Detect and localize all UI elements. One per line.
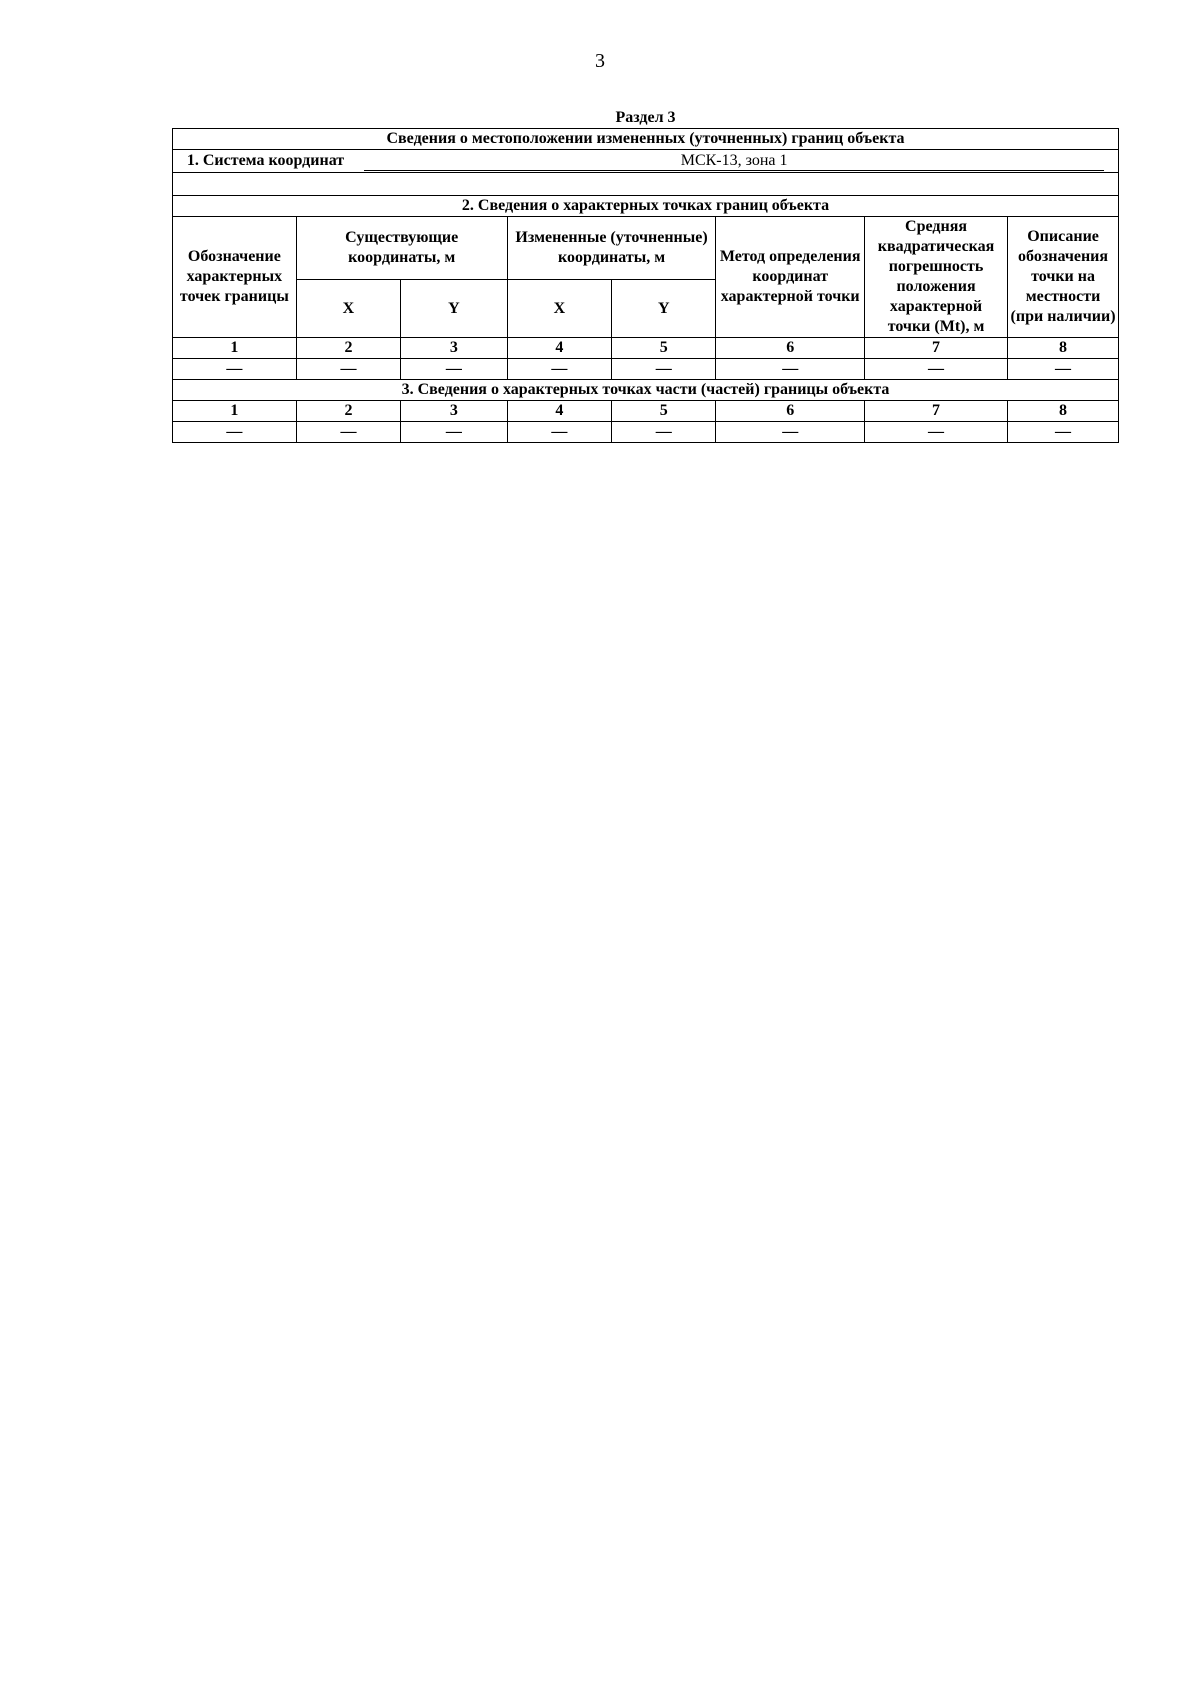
dash-cell: — (401, 359, 508, 380)
column-number: 4 (507, 338, 611, 359)
col-designation-header: Обозначение характерных точек границы (173, 217, 297, 338)
dash-cell: — (401, 422, 508, 443)
col-existing-y: Y (401, 280, 508, 338)
table-title: Сведения о местоположении измененных (уточненных) границ объекта (173, 129, 1119, 150)
column-number: 8 (1008, 338, 1119, 359)
column-number: 7 (864, 401, 1007, 422)
column-number: 6 (716, 401, 865, 422)
dash-cell: — (173, 359, 297, 380)
col-changed-x: X (507, 280, 611, 338)
column-number: 2 (296, 338, 400, 359)
dash-cell: — (612, 422, 716, 443)
dash-row (173, 359, 1119, 380)
page-number: 3 (595, 50, 605, 72)
blank-row (173, 173, 1119, 196)
column-number: 2 (296, 401, 400, 422)
coord-system-label: 1. Система координат (186, 152, 345, 169)
dash-cell: — (864, 359, 1007, 380)
dash-cell: — (716, 422, 865, 443)
col-existing-header: Существующие координаты, м (296, 217, 507, 280)
col-changed-header: Измененные (уточненные) координаты, м (507, 217, 716, 280)
column-number: 3 (401, 338, 508, 359)
dash-cell: — (507, 359, 611, 380)
column-number-row-2 (173, 401, 1119, 422)
column-number: 1 (173, 401, 297, 422)
column-number: 7 (864, 338, 1007, 359)
coord-system-row (173, 150, 1119, 173)
dash-row-2 (173, 422, 1119, 443)
subsection2-title: 2. Сведения о характерных точках границ объекта (173, 196, 1119, 217)
col-changed-y: Y (612, 280, 716, 338)
dash-cell: — (507, 422, 611, 443)
boundary-table (172, 128, 1119, 443)
col-existing-x: X (296, 280, 400, 338)
coord-system-value: МСК-13, зона 1 (364, 151, 1104, 171)
col-method-header: Метод определения координат характерной точки (716, 217, 865, 338)
column-number: 3 (401, 401, 508, 422)
section-title: Раздел 3 (615, 109, 676, 126)
column-number-row (173, 338, 1119, 359)
column-number: 6 (716, 338, 865, 359)
col-description-header: Описание обозначения точки на местности (при наличии) (1008, 217, 1119, 338)
dash-cell: — (1008, 359, 1119, 380)
column-number: 5 (612, 401, 716, 422)
subsection3-title: 3. Сведения о характерных точках части (частей) границы объекта (173, 380, 1119, 401)
column-number: 8 (1008, 401, 1119, 422)
dash-cell: — (864, 422, 1007, 443)
column-number: 1 (173, 338, 297, 359)
dash-cell: — (612, 359, 716, 380)
dash-cell: — (1008, 422, 1119, 443)
dash-cell: — (296, 359, 400, 380)
column-number: 4 (507, 401, 611, 422)
col-error-header: Средняя квадратическая погрешность положения характерной точки (Mt), м (864, 217, 1007, 338)
dash-cell: — (173, 422, 297, 443)
column-number: 5 (612, 338, 716, 359)
dash-cell: — (716, 359, 865, 380)
dash-cell: — (296, 422, 400, 443)
